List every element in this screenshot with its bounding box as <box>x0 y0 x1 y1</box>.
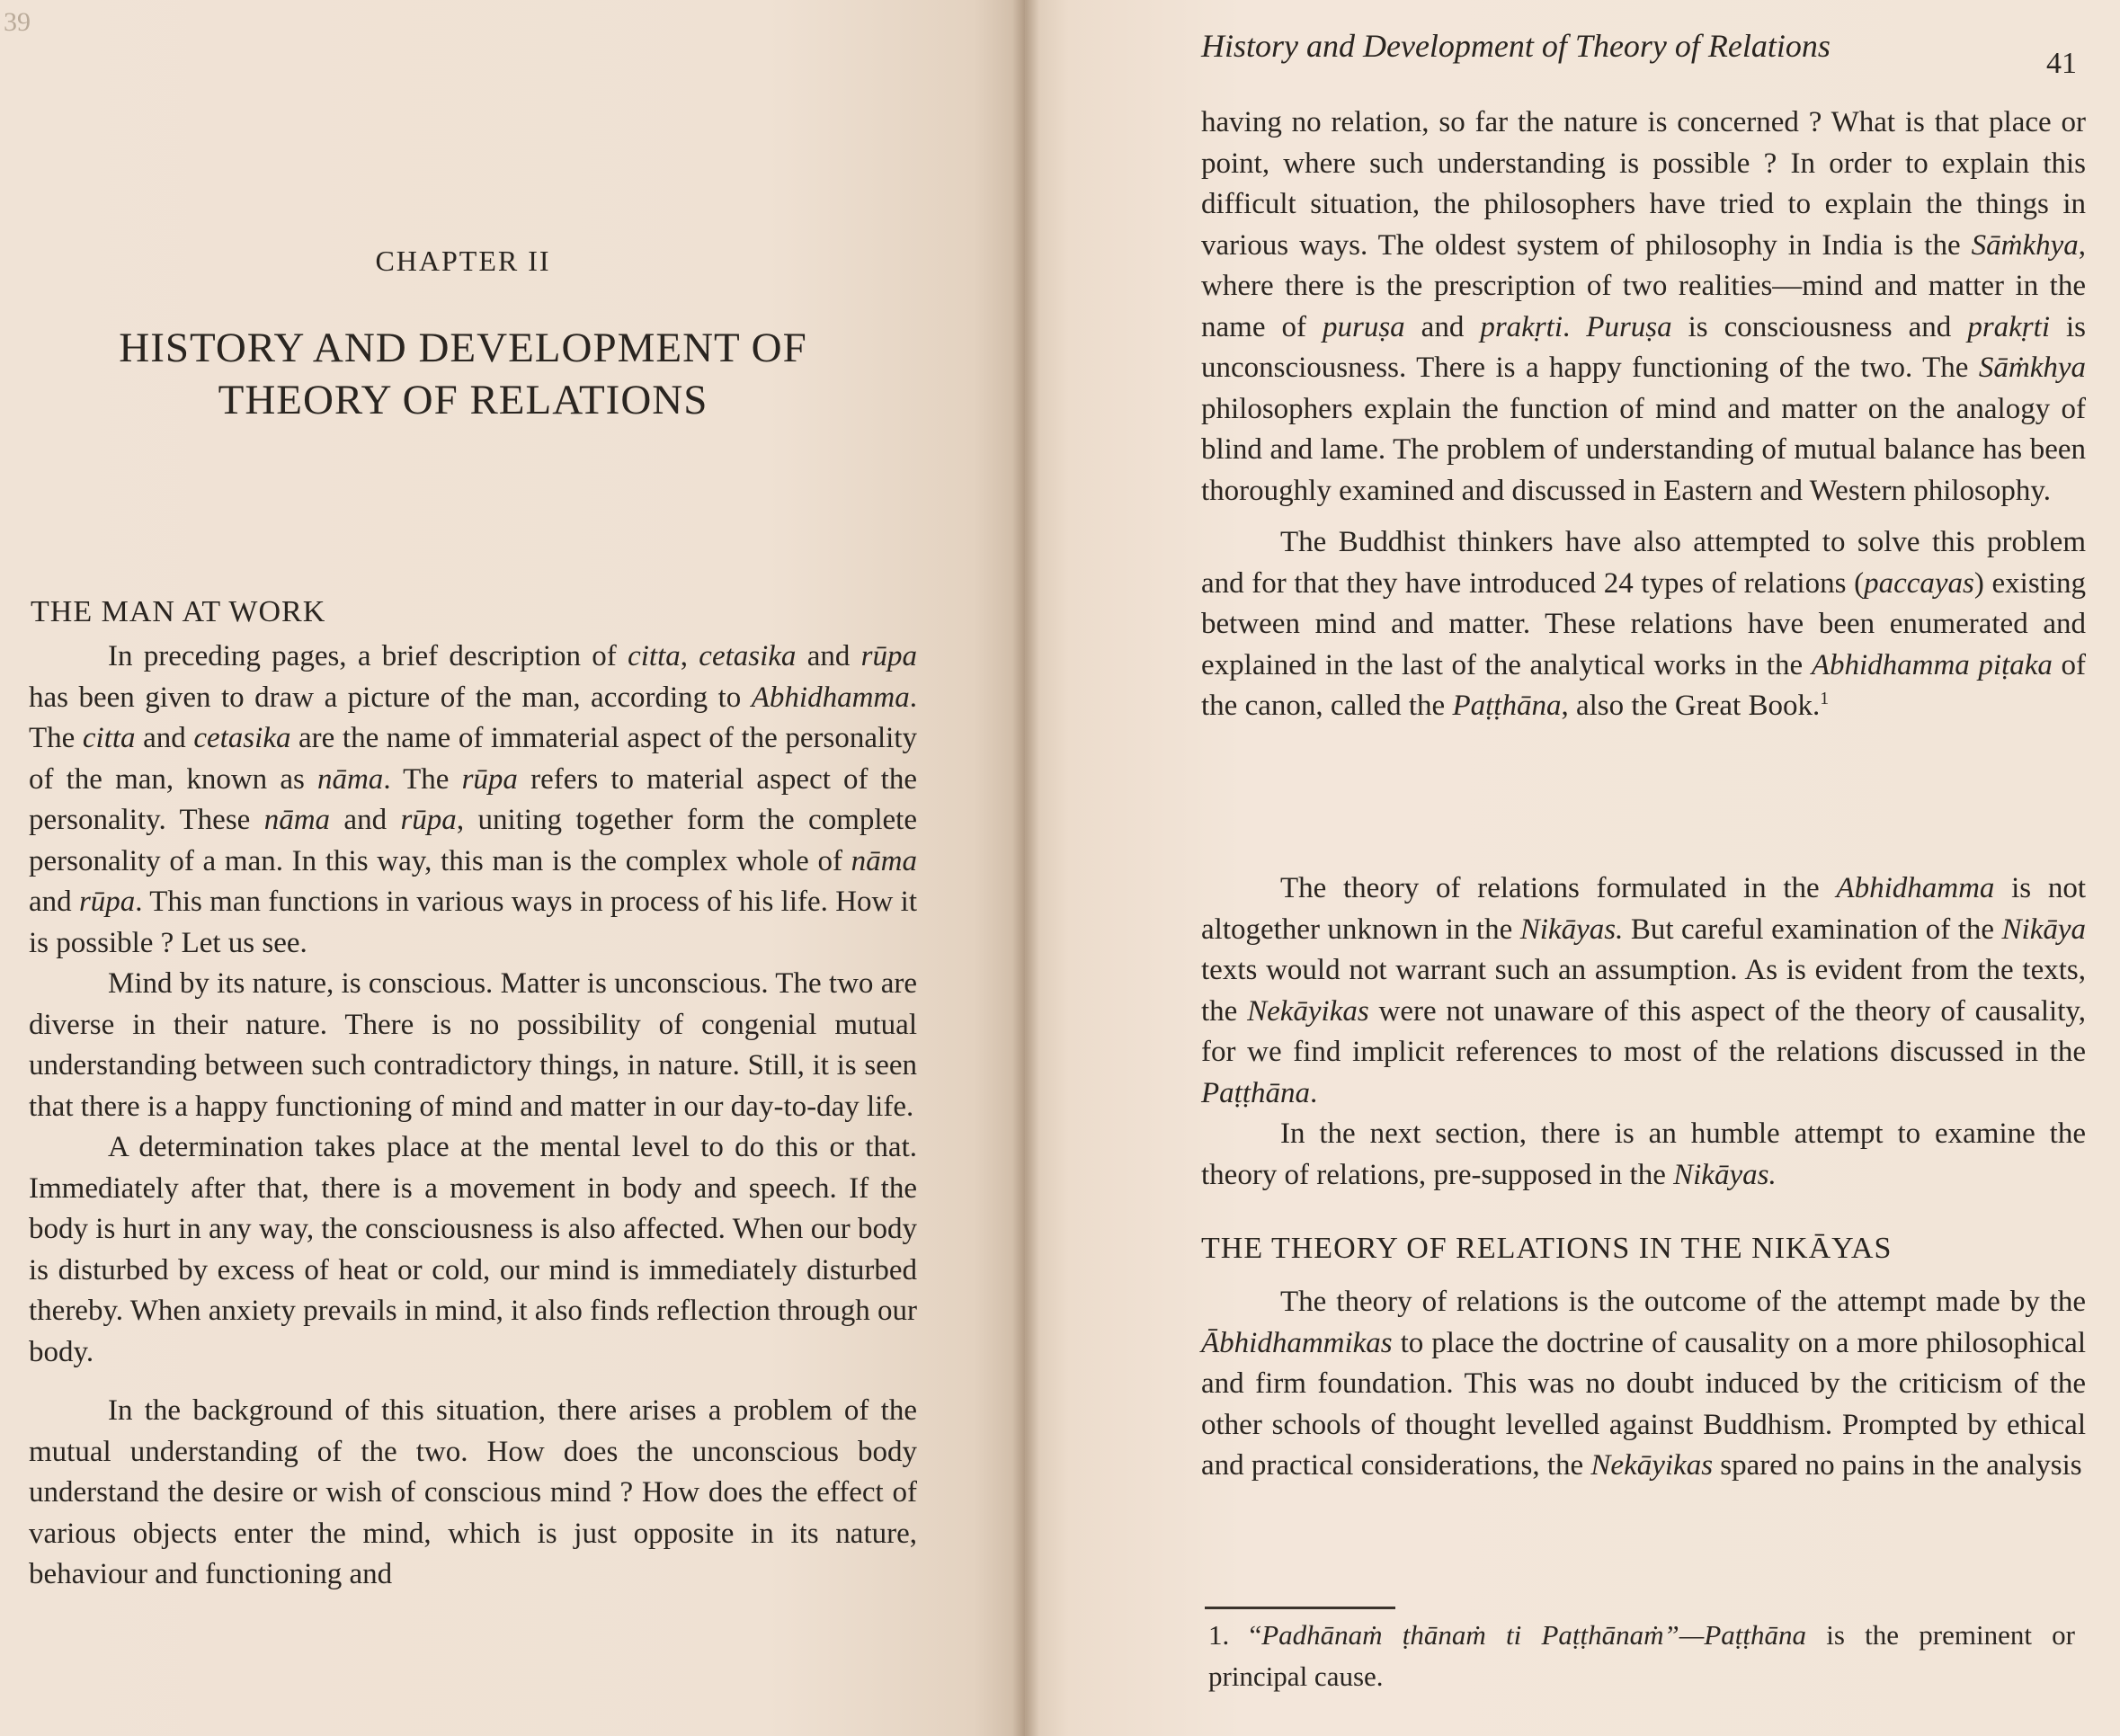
footnote: 1. “Padhānaṁ ṭhānaṁ ti Paṭṭhānaṁ”—Paṭṭhāna is the preminent or principal cause. <box>1208 1619 2075 1692</box>
chapter-title-line1: HISTORY AND DEVELOPMENT OF <box>119 325 807 371</box>
paragraph: having no relation, so far the nature is concerned ? What is that place or point, where such understanding is possible ? In order to explain this difficult situation, the philosophers have tried to explain the things in various ways. The oldest system of philosophy in India is the Sāṁkhya, where there is the prescription of two realities—mind and matter in the name of puruṣa and prakṛti. Puruṣa is consciousness and prakṛti is unconsciousness. There is a happy functioning of the two. The Sāṁkhya philosophers explain the function of mind and matter on the analogy of blind and lame. The problem of understanding of mutual balance has been thoroughly examined and discussed in Eastern and Western philosophy. <box>1201 106 2087 507</box>
page-number: 41 <box>2046 47 2077 80</box>
section-heading-theory-nikayas: THE THEORY OF RELATIONS IN THE NIKĀYAS <box>1201 1232 1893 1265</box>
paragraph: In the background of this situation, there arises a problem of the mutual understanding of the two. How does the unconscious body understand the desire or wish of conscious mind ? How does the effect of various objects enter the mind, which is just opposite in its nature, behaviour and functioning and <box>29 1394 917 1590</box>
book-spine-shadow <box>1012 0 1039 1736</box>
chapter-title-line2: THEORY OF RELATIONS <box>218 377 708 423</box>
chapter-label: CHAPTER II <box>375 245 551 277</box>
paragraph: The Buddhist thinkers have also attempted to solve this problem and for that they have introduced 24 types of relations (paccayas) existing between mind and matter. These relations have been enumerated and explained in the last of the analytical works in the Abhidhamma piṭaka of the canon, called the Paṭṭhāna, also the Great Book.$^1$ <box>1201 526 2087 722</box>
right-body-text-mid <box>1201 868 2086 1196</box>
chapter-title <box>0 322 926 426</box>
right-body-text-top <box>1201 102 2086 727</box>
left-body-text <box>29 637 917 1596</box>
paragraph: Mind by its nature, is conscious. Matter is unconscious. The two are diverse in their nature. There is no possibility of congenial mutual understanding between such contradictory things, in nature. Still, it is seen that there is a happy functioning of mind and matter in our day-to-day life. <box>29 967 917 1123</box>
running-head: History and Development of Theory of Relations <box>1201 28 1831 64</box>
footnote-rule <box>1205 1607 1395 1609</box>
right-body-text-bottom <box>1201 1282 2086 1487</box>
paragraph: The theory of relations formulated in the Abhidhamma is not altogether unknown in the Nikāyas. But careful examination of the Nikāya texts would not warrant such an assumption. As is evident from the texts, the Nekāyikas were not unaware of this aspect of the theory of causality, for we find implicit references to most of the relations discussed in the Paṭṭhāna. <box>1201 872 2086 1109</box>
paragraph: A determination takes place at the mental level to do this or that. Immediately after that, there is a movement in body and speech. If the body is hurt in any way, the consciousness is also affected. When our body is disturbed by excess of heat or cold, our mind is immediately disturbed thereby. When anxiety prevails in mind, it also finds reflection through our body. <box>29 1131 917 1368</box>
paragraph: In the next section, there is an humble attempt to examine the theory of relations, pre-supposed in the Nikāyas. <box>1201 1117 2086 1191</box>
paragraph: The theory of relations is the outcome of the attempt made by the Ābhidhammikas to place the doctrine of causality on a more philosophical and firm foundation. This was no doubt induced by the criticism of the other schools of thought levelled against Buddhism. Prompted by ethical and practical considerations, the Nekāyikas spared no pains in the analysis <box>1201 1286 2086 1482</box>
left-page <box>0 0 1025 1736</box>
corner-page-number: 39 <box>4 7 31 37</box>
section-heading-man-at-work: THE MAN AT WORK <box>31 595 326 628</box>
paragraph: In preceding pages, a brief description of citta, cetasika and rūpa has been given to draw a picture of the man, according to Abhidhamma. The citta and cetasika are the name of immaterial aspect of the personality of the man, known as nāma. The rūpa refers to material aspect of the personality. These nāma and rūpa, uniting together form the complete personality of a man. In this way, this man is the complex whole of nāma and rūpa. This man functions in various ways in process of his life. How it is possible ? Let us see. <box>29 640 917 959</box>
